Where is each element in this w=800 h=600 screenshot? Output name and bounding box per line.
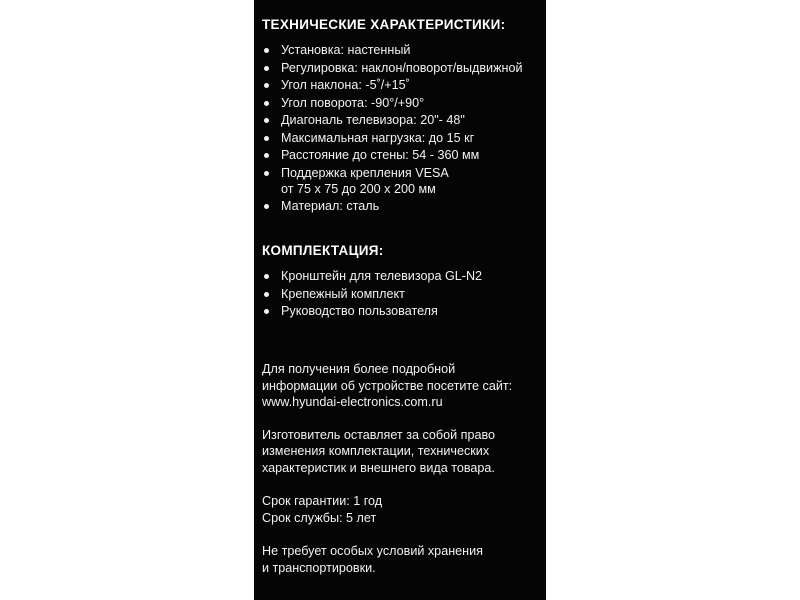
bullet-icon <box>264 118 269 123</box>
specs-heading: ТЕХНИЧЕСКИЕ ХАРАКТЕРИСТИКИ: <box>262 17 506 32</box>
list-item-text: Установка: настенный <box>281 43 411 57</box>
list-item <box>262 112 546 128</box>
bullet-icon <box>264 48 269 53</box>
website-info: Для получения более подробной информации об устройстве посетите сайт: www.hyundai-electronics.com.ru <box>262 362 513 409</box>
bullet-icon <box>264 136 269 141</box>
list-item <box>262 77 546 93</box>
list-item <box>262 42 546 58</box>
list-item <box>262 286 546 302</box>
bullet-icon <box>264 101 269 106</box>
bullet-icon <box>264 153 269 158</box>
specs-list <box>262 42 546 214</box>
bullet-icon <box>264 171 269 176</box>
kit-list <box>262 268 546 319</box>
list-item <box>262 130 546 146</box>
bullet-icon <box>264 274 269 279</box>
list-item-text: Руководство пользователя <box>281 304 438 318</box>
manufacturer-note: Изготовитель оставляет за собой право изменения комплектации, технических характеристик и внешнего вида товара. <box>262 427 496 475</box>
list-item-text: Поддержка крепления VESA от 75 х 75 до 200 х 200 мм <box>281 165 449 196</box>
list-item <box>262 268 546 284</box>
bullet-icon <box>264 292 269 297</box>
list-item-text: Кронштейн для телевизора GL-N2 <box>281 269 483 283</box>
list-item <box>262 198 546 214</box>
list-item-text: Диагональ телевизора: 20"- 48" <box>281 113 465 127</box>
list-item-text: Материал: сталь <box>281 199 380 213</box>
list-item <box>262 95 546 111</box>
list-item <box>262 303 546 319</box>
list-item <box>262 165 546 197</box>
list-item-text: Регулировка: наклон/поворот/выдвижной <box>281 60 523 75</box>
list-item <box>262 60 546 76</box>
list-item-text: Крепежный комплект <box>281 286 405 301</box>
list-item-text: Максимальная нагрузка: до 15 кг <box>281 130 475 145</box>
spec-panel <box>254 0 546 600</box>
bullet-icon <box>264 309 269 314</box>
bullet-icon <box>264 204 269 209</box>
kit-heading: КОМПЛЕКТАЦИЯ: <box>262 243 384 258</box>
bullet-icon <box>264 66 269 71</box>
storage-note: Не требует особых условий хранения и транспортировки. <box>262 544 483 575</box>
list-item <box>262 147 546 163</box>
list-item-text: Угол поворота: -90°/+90° <box>281 95 425 110</box>
list-item-text: Угол наклона: -5˚/+15˚ <box>281 78 410 92</box>
warranty-info: Срок гарантии: 1 год Срок службы: 5 лет <box>262 494 383 525</box>
list-item-text: Расстояние до стены: 54 - 360 мм <box>281 148 480 162</box>
bullet-icon <box>264 83 269 88</box>
